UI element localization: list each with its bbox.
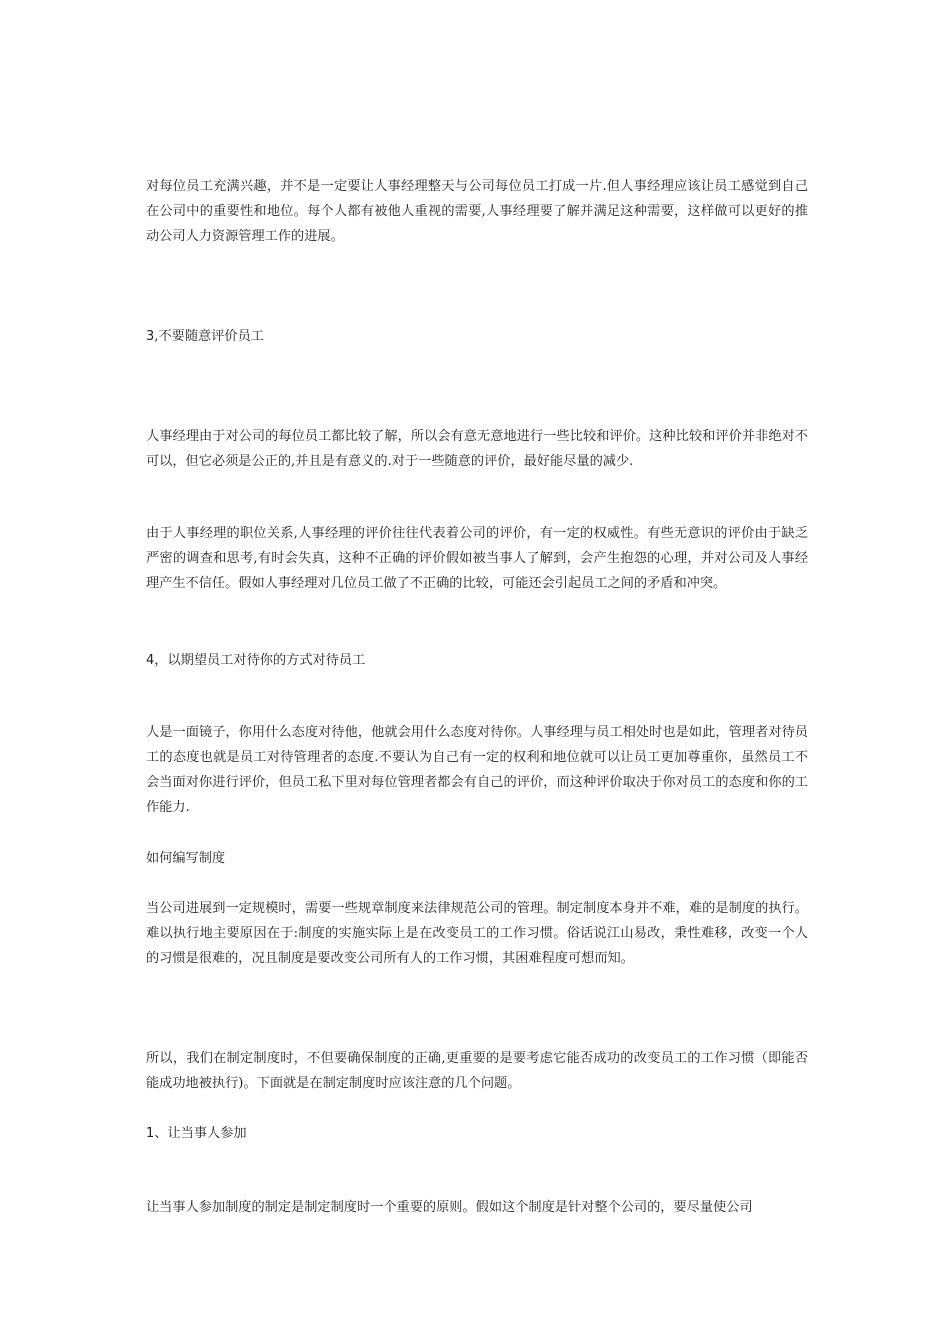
heading-how-to-write-rules [146, 846, 808, 871]
paragraph-evaluation-fairness: 人事经理由于对公司的每位员工都比较了解，所以会有意无意地进行一些比较和评价。这种比较和评价并非绝对不可以，但它必须是公正的,并且是有意义的.对于一些随意的评价，最好能尽量的减少. [146, 429, 808, 469]
heading-text: 、让当事人参加 [154, 1126, 247, 1141]
heading-text: 如何编写制度 [146, 851, 226, 866]
paragraph-mirror: 人是一面镜子，你用什么态度对待他，他就会用什么态度对待你。人事经理与员工相处时也是如此，管理者对待员工的态度也就是员工对待管理者的态度.不要认为自己有一定的权利和地位就可以让员工更加尊重你，虽然员工不会当面对你进行评价，但员工私下里对每位管理者都会有自己的评价，而这种评价取决于你对员工的态度和你的工作能力. [146, 725, 808, 815]
heading-number: 4 [146, 653, 155, 668]
paragraph-rules-habits: 所以，我们在制定制度时，不但要确保制度的正确,更重要的是要考虑它能否成功的改变员工的工作习惯（即能否能成功地被执行)。下面就是在制定制度时应该注意的几个问题。 [146, 1051, 808, 1091]
heading-number: 1 [146, 1126, 155, 1141]
paragraph-rules-execution: 当公司进展到一定规模时，需要一些规章制度来法律规范公司的管理。制定制度本身并不难，难的是制度的执行。难以执行地主要原因在于:制度的实施实际上是在改变员工的工作习惯。俗话说江山易改，秉性难移，改变一个人的习惯是很难的，况且制度是要改变公司所有人的工作习惯，其困难程度可想而知。 [146, 901, 808, 966]
paragraph-employee-interest: 对每位员工充满兴趣，并不是一定要让人事经理整天与公司每位员工打成一片.但人事经理应该让员工感觉到自己在公司中的重要性和地位。每个人都有被他人重视的需要,人事经理要了解并满足这种需要，这样做可以更好的推动公司人力资源管理工作的进展。 [146, 179, 808, 244]
heading-do-not-evaluate [146, 324, 808, 349]
heading-treat-employees [146, 648, 808, 673]
heading-text: ,不要随意评价员工 [154, 329, 264, 344]
heading-number: 3 [146, 329, 155, 344]
heading-involve-parties [146, 1121, 808, 1146]
heading-text: ，以期望员工对待你的方式对待员工 [154, 653, 366, 668]
paragraph-evaluation-authority: 由于人事经理的职位关系,人事经理的评价往往代表着公司的评价，有一定的权威性。有些无意识的评价由于缺乏严密的调查和思考,有时会失真，这种不正确的评价假如被当事人了解到，会产生抱怨的心理，并对公司及人事经理产生不信任。假如人事经理对几位员工做了不正确的比较，可能还会引起员工之间的矛盾和冲突。 [146, 526, 808, 591]
paragraph-involve-parties: 让当事人参加制度的制定是制定制度时一个重要的原则。假如这个制度是针对整个公司的，要尽量使公司 [146, 1200, 753, 1215]
